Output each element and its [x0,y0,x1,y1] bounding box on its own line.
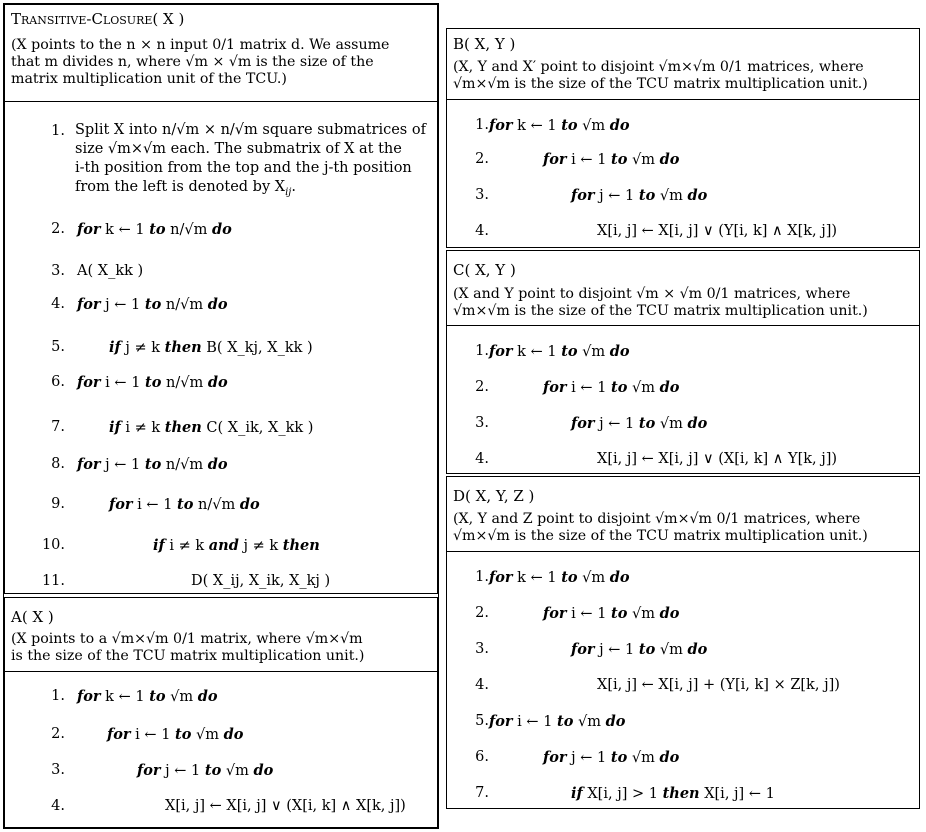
d-line-code: for i ← 1 to √m do [489,713,626,730]
b-line-code: X[i, j] ← X[i, j] ∨ (Y[i, k] ∧ X[k, j]) [597,223,838,239]
a-desc-line-1: (X points to a √m×√m 0/1 matrix, where √m×√m [11,631,363,647]
d-line-number: 1 . [465,569,489,585]
c-line-number: 3 . [465,415,489,431]
b-line-number: 3 . [465,187,489,203]
c-line-number: 4 . [465,451,489,467]
tc-line-number: 4 . [41,296,65,312]
tc-description [11,37,431,88]
c-line-code: for j ← 1 to √m do [571,415,708,432]
b-line-number: 4 . [465,223,489,239]
d-line-number: 2 . [465,605,489,621]
b-line-number: 1 . [465,117,489,133]
d-line-code: for k ← 1 to √m do [489,569,630,586]
tc-line-code: for k ← 1 to n/√m do [77,221,232,238]
a-line-number: 4 . [41,798,65,814]
b-line-code: for j ← 1 to √m do [571,187,708,204]
c-line-code: for i ← 1 to √m do [543,379,680,396]
d-line-number: 7 . [465,785,489,801]
tc-line-code: if i ≠ k and j ≠ k then [153,537,320,554]
a-line-code: for k ← 1 to √m do [77,688,218,705]
tc-line-number: 3 . [41,263,65,279]
d-line-number: 5 . [465,713,489,729]
tc-line-number: 10 . [41,537,65,553]
tc-step1-line-1: Split X into n/√m × n/√m square submatrices of [75,122,426,138]
c-desc-line-1: (X and Y point to disjoint √m × √m 0/1 matrices, where [453,286,851,302]
a-line-number: 2 . [41,726,65,742]
b-desc-line-2: √m×√m is the size of the TCU matrix multiplication unit.) [453,76,868,92]
tc-desc-line-1: (X points to the n × n input 0/1 matrix d. We assume [11,37,390,53]
c-desc-line-2: √m×√m is the size of the TCU matrix multiplication unit.) [453,303,868,319]
d-line-number: 3 . [465,641,489,657]
tc-line-code: if j ≠ k then B( X_kj, X_kk ) [109,339,313,356]
tc-desc-line-3: matrix multiplication unit of the TCU.) [11,71,287,87]
c-description [453,286,913,320]
d-line-code: for j ← 1 to √m do [571,641,708,658]
c-line-code: X[i, j] ← X[i, j] ∨ (X[i, k] ∧ Y[k, j]) [597,451,838,467]
tc-line-number: 9 . [41,496,65,512]
tc-title: Transitive-Closure( X ) [11,10,185,28]
d-line-code: for j ← 1 to √m do [543,749,680,766]
tc-line-number: 8 . [41,456,65,472]
tc-line-code: A( X_kk ) [77,263,144,279]
a-line-code: for j ← 1 to √m do [137,762,274,779]
d-box [446,476,920,809]
b-line-number: 2 . [465,151,489,167]
tc-desc-line-2: that m divides n, where √m × √m is the size of the [11,54,374,70]
tc-step-1 [75,121,430,202]
a-line-number: 3 . [41,762,65,778]
a-separator [5,671,437,672]
tc-step1-line-3: i-th position from the top and the j-th position [75,160,412,176]
tc-line-number: 6 . [41,374,65,390]
tc-line-code: for j ← 1 to n/√m do [77,296,228,313]
c-title: C( X, Y ) [453,261,516,279]
b-box [446,28,920,248]
a-box [4,597,438,828]
tc-line-number: 7 . [41,419,65,435]
tc-line-code: D( X_ij, X_ik, X_kj ) [191,573,331,589]
c-line-number: 2 . [465,379,489,395]
c-box [446,250,920,474]
d-separator [447,551,919,552]
a-line-code: X[i, j] ← X[i, j] ∨ (X[i, k] ∧ X[k, j]) [165,798,406,814]
d-description [453,511,913,545]
b-separator [447,99,919,100]
d-desc-line-2: √m×√m is the size of the TCU matrix multiplication unit.) [453,528,868,544]
tc-line-code: for j ← 1 to n/√m do [77,456,228,473]
d-line-code: X[i, j] ← X[i, j] + (Y[i, k] × Z[k, j]) [597,677,840,693]
tc-separator [5,101,437,102]
b-line-code: for k ← 1 to √m do [489,117,630,134]
tc-line-code: if i ≠ k then C( X_ik, X_kk ) [109,419,314,436]
b-desc-line-1: (X, Y and X′ point to disjoint √m×√m 0/1 matrices, where [453,59,864,75]
d-line-number: 4 . [465,677,489,693]
d-line-code: if X[i, j] > 1 then X[i, j] ← 1 [571,785,775,802]
tc-step1-line-4: from the left is denoted by $X_{ij}$. [75,179,297,198]
c-line-number: 1 . [465,343,489,359]
d-line-number: 6 . [465,749,489,765]
a-line-code: for i ← 1 to √m do [107,726,244,743]
a-title: A( X ) [11,608,54,626]
tc-line-number: 5 . [41,339,65,355]
c-separator [447,325,919,326]
b-title: B( X, Y ) [453,35,516,53]
b-description [453,59,913,93]
a-description [11,631,431,665]
d-title: D( X, Y, Z ) [453,487,535,505]
tc-line-code: for i ← 1 to n/√m do [109,496,260,513]
a-desc-line-2: is the size of the TCU matrix multiplication unit.) [11,648,365,664]
tc-line-number: 2 . [41,221,65,237]
d-desc-line-1: (X, Y and Z point to disjoint √m×√m 0/1 matrices, where [453,511,861,527]
c-line-code: for k ← 1 to √m do [489,343,630,360]
tc-line-number: 11 . [41,573,65,589]
b-line-code: for i ← 1 to √m do [543,151,680,168]
tc-step1-line-2: size √m×√m each. The submatrix of X at the [75,141,402,157]
a-line-number: 1 . [41,688,65,704]
tc-step-number: 1 . [41,123,65,139]
transitive-closure-box [4,4,438,594]
d-line-code: for i ← 1 to √m do [543,605,680,622]
tc-line-code: for i ← 1 to n/√m do [77,374,228,391]
